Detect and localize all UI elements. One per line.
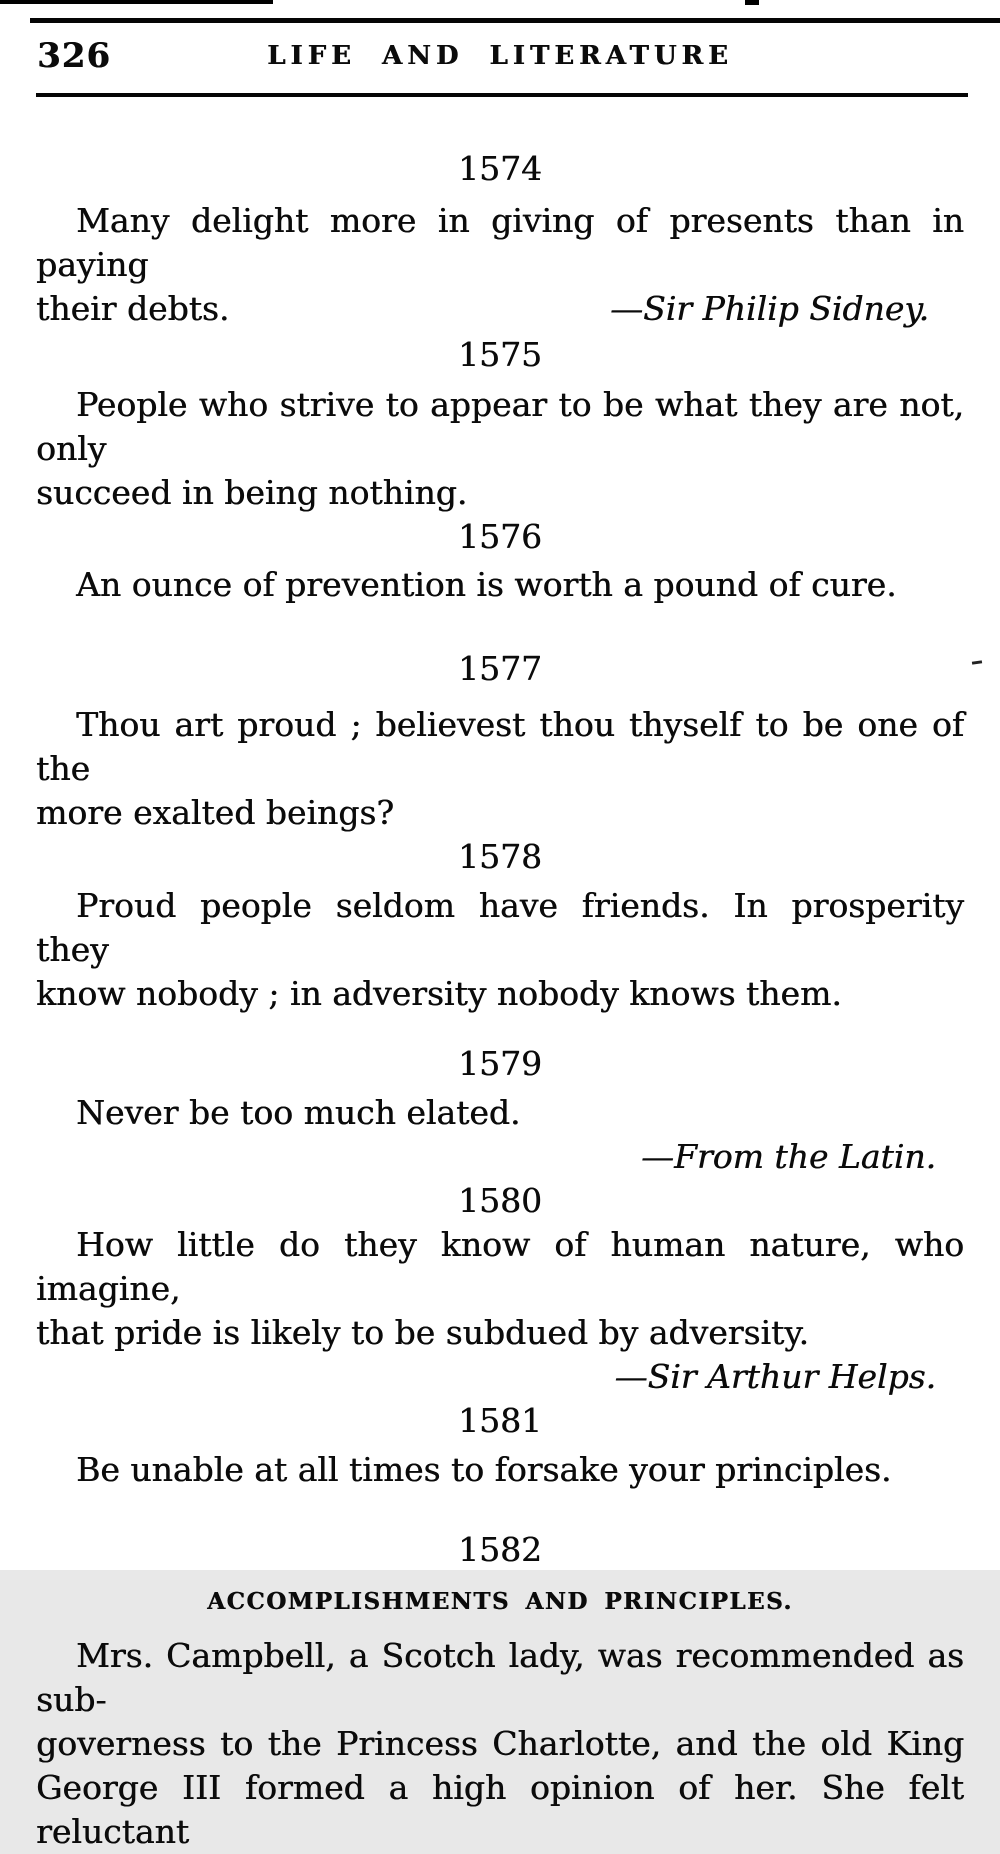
attribution-line	[36, 1135, 964, 1179]
quote-number-1579: 1579	[458, 1044, 542, 1083]
attribution: —Sir Arthur Helps.	[614, 1357, 936, 1396]
quote-line: People who strive to appear to be what they are not, only	[36, 385, 964, 468]
page-number: 326	[37, 36, 111, 76]
quote-number-1574: 1574	[458, 149, 542, 188]
quote-line: An ounce of prevention is worth a pound of cure.	[76, 565, 897, 604]
quote-line-with-attribution	[36, 287, 964, 331]
quote-line: that pride is likely to be subdued by adversity.	[36, 1313, 809, 1352]
quote-number-1582: 1582	[458, 1530, 542, 1569]
quote-line: their debts.	[36, 289, 230, 328]
running-title: LIFE AND LITERATURE	[267, 41, 733, 71]
quote-line: Thou art proud ; believest thou thyself to be one of the	[36, 705, 964, 788]
attribution: —Sir Philip Sidney.	[610, 289, 929, 328]
attribution-line	[36, 1355, 964, 1399]
paragraph-line: Mrs. Campbell, a Scotch lady, was recommended as sub-	[36, 1636, 964, 1719]
quote-number-1576: 1576	[458, 517, 542, 556]
quote-number-1577: 1577	[458, 649, 542, 688]
paragraph-line: George III formed a high opinion of her. She felt reluctant	[36, 1768, 964, 1851]
quote-line: Proud people seldom have friends. In prosperity they	[36, 886, 964, 969]
quote-line: Be unable at all times to forsake your principles.	[76, 1450, 892, 1489]
paragraph-line: governess to the Princess Charlotte, and the old King	[36, 1724, 964, 1763]
quote-number-1581: 1581	[458, 1401, 542, 1440]
quote-line: know nobody ; in adversity nobody knows them.	[36, 974, 842, 1013]
quote-line: more exalted beings?	[36, 793, 394, 832]
quote-number-1575: 1575	[458, 335, 542, 374]
section-heading: ACCOMPLISHMENTS AND PRINCIPLES.	[207, 1588, 793, 1615]
quote-number-1580: 1580	[458, 1181, 542, 1220]
quote-line: succeed in being nothing.	[36, 473, 468, 512]
quote-line: Never be too much elated.	[76, 1093, 521, 1132]
quote-line: How little do they know of human nature, who imagine,	[36, 1225, 964, 1308]
attribution: —From the Latin.	[640, 1137, 936, 1176]
quote-line: Many delight more in giving of presents than in paying	[36, 201, 964, 284]
quote-number-1578: 1578	[458, 837, 542, 876]
